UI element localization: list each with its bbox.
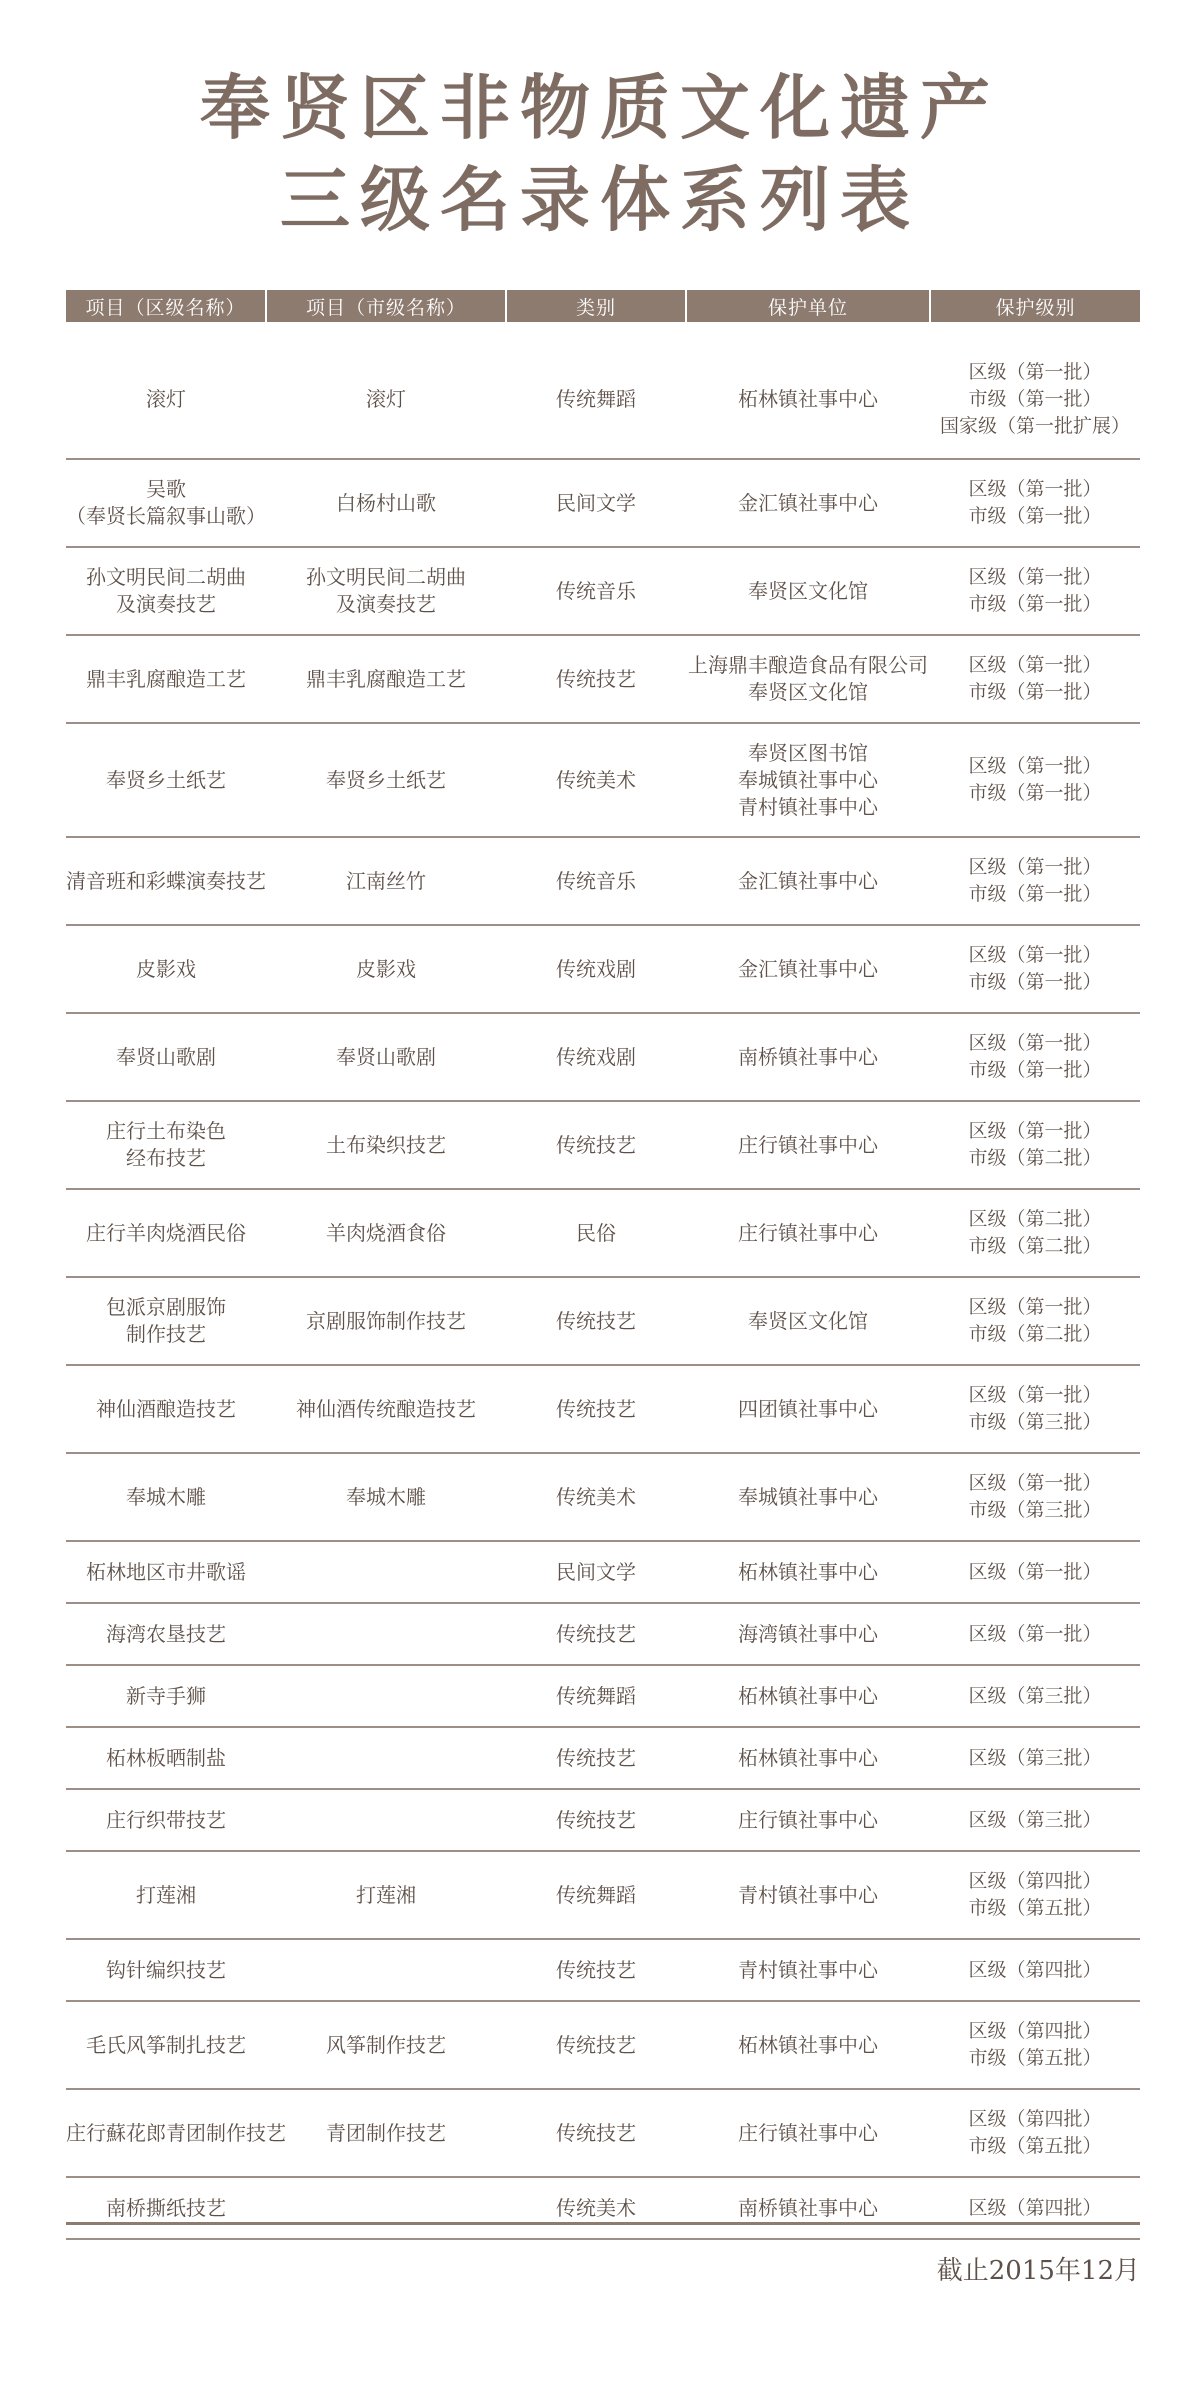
protection-level-cell <box>930 340 1140 459</box>
cell-line: 市级（第三批） <box>968 1499 1102 1521</box>
cell-line: 区级（第四批） <box>968 2196 1102 2219</box>
city-name-cell <box>266 547 506 635</box>
table-row <box>66 837 1140 925</box>
cell-line: 奉城镇社事中心 <box>738 1484 878 1509</box>
table-row <box>66 340 1140 459</box>
cell-line: 青村镇社事中心 <box>738 1957 878 1982</box>
table-row <box>66 1189 1140 1277</box>
cell-line: 柘林板晒制盐 <box>106 1745 226 1770</box>
protection-level-cell <box>930 1277 1140 1365</box>
cell-line: 区级（第一批） <box>968 1622 1102 1645</box>
category-cell: 传统舞蹈 <box>506 1665 686 1727</box>
cell-line: 金汇镇社事中心 <box>738 490 878 515</box>
protection-unit-cell <box>686 925 930 1013</box>
cell-line: 庄行镇社事中心 <box>738 2120 878 2145</box>
category-cell: 民俗 <box>506 1189 686 1277</box>
city-name-cell <box>266 723 506 837</box>
cell-line: 庄行土布染色 <box>106 1119 226 1143</box>
protection-unit-cell <box>686 2177 930 2239</box>
cell-line: 区级（第一批） <box>968 360 1102 383</box>
cell-line: 奉城木雕 <box>346 1484 426 1509</box>
cell-line: 市级（第三批） <box>968 1411 1102 1433</box>
protection-level-cell <box>930 837 1140 925</box>
bottom-rule <box>66 2222 1140 2225</box>
cell-line: 市级（第一批） <box>968 782 1102 804</box>
cell-line: 奉贤区图书馆 <box>748 740 868 765</box>
city-name-cell <box>266 1603 506 1665</box>
cell-line: 南桥镇社事中心 <box>738 2195 878 2220</box>
protection-unit-cell <box>686 1541 930 1603</box>
protection-level-cell <box>930 1101 1140 1189</box>
cell-line: 金汇镇社事中心 <box>738 868 878 893</box>
category-cell: 传统技艺 <box>506 2001 686 2089</box>
header-protection-level: 保护级别 <box>930 290 1140 322</box>
city-name-cell <box>266 1541 506 1603</box>
protection-level-cell <box>930 723 1140 837</box>
cell-line: 海湾镇社事中心 <box>738 1621 878 1646</box>
protection-level-cell <box>930 1727 1140 1789</box>
cell-line: 市级（第一批） <box>968 971 1102 993</box>
cell-line: 奉贤山歌剧 <box>336 1044 436 1069</box>
city-name-cell <box>266 1277 506 1365</box>
protection-level-cell <box>930 1665 1140 1727</box>
page-title <box>0 62 1200 246</box>
category-cell: 传统舞蹈 <box>506 1851 686 1939</box>
cell-line: 区级（第四批） <box>968 1870 1102 1892</box>
title-line-1: 奉贤区非物质文化遗产 <box>200 66 1000 149</box>
as-of-date-note: 截止2015年12月 <box>936 2256 1140 2286</box>
table-row <box>66 1101 1140 1189</box>
header-protection-unit: 保护单位 <box>686 290 930 322</box>
cell-line: 区级（第一批） <box>968 1120 1102 1142</box>
title-line-2: 三级名录体系列表 <box>280 158 920 241</box>
category-cell: 传统戏剧 <box>506 1013 686 1101</box>
table-row <box>66 1365 1140 1453</box>
cell-line: 区级（第一批） <box>968 1472 1102 1494</box>
protection-unit-cell <box>686 1189 930 1277</box>
district-name-cell <box>66 1851 266 1939</box>
cell-line: 区级（第三批） <box>968 1808 1102 1831</box>
cell-line: 风筝制作技艺 <box>326 2032 446 2057</box>
table-row <box>66 1789 1140 1851</box>
cell-line: 市级（第一批） <box>968 593 1102 615</box>
cell-line: 庄行蘇花郎青团制作技艺 <box>66 2120 286 2145</box>
cell-line: 市级（第五批） <box>968 2047 1102 2069</box>
cell-line: 柘林镇社事中心 <box>738 386 878 411</box>
cell-line: 吴歌 <box>146 477 186 501</box>
table-row <box>66 1939 1140 2001</box>
cell-line: 市级（第二批） <box>968 1323 1102 1345</box>
header-city-name: 项目（市级名称） <box>266 290 506 322</box>
district-name-cell <box>66 635 266 723</box>
cell-line: 新寺手狮 <box>126 1683 206 1708</box>
protection-level-cell <box>930 2177 1140 2239</box>
cell-line: 及演奏技艺 <box>336 592 436 616</box>
district-name-cell <box>66 1013 266 1101</box>
city-name-cell <box>266 1665 506 1727</box>
cell-line: 青村镇社事中心 <box>738 1882 878 1907</box>
cell-line: 市级（第一批） <box>968 1059 1102 1081</box>
category-cell: 传统美术 <box>506 1453 686 1541</box>
cell-line: 南桥撕纸技艺 <box>106 2195 226 2220</box>
protection-level-cell <box>930 1453 1140 1541</box>
table-row <box>66 2177 1140 2239</box>
cell-line: 四团镇社事中心 <box>738 1396 878 1421</box>
city-name-cell <box>266 925 506 1013</box>
district-name-cell <box>66 2001 266 2089</box>
cell-line: 区级（第四批） <box>968 2020 1102 2042</box>
cell-line: 区级（第四批） <box>968 1958 1102 1981</box>
cell-line: 区级（第一批） <box>968 1384 1102 1406</box>
protection-unit-cell <box>686 723 930 837</box>
city-name-cell <box>266 1789 506 1851</box>
cell-line: 柘林地区市井歌谣 <box>86 1559 246 1584</box>
heritage-table <box>66 290 1140 2240</box>
cell-line: 孙文明民间二胡曲 <box>86 565 246 589</box>
cell-line: 市级（第一批） <box>968 883 1102 905</box>
protection-level-cell <box>930 459 1140 547</box>
district-name-cell <box>66 1365 266 1453</box>
protection-unit-cell <box>686 837 930 925</box>
category-cell: 传统技艺 <box>506 2089 686 2177</box>
cell-line: 区级（第一批） <box>968 856 1102 878</box>
category-cell: 传统音乐 <box>506 837 686 925</box>
table-row <box>66 459 1140 547</box>
cell-line: 滚灯 <box>366 386 406 411</box>
header-district-name: 项目（区级名称） <box>66 290 266 322</box>
cell-line: 区级（第三批） <box>968 1746 1102 1769</box>
cell-line: 上海鼎丰酿造食品有限公司 <box>688 653 928 677</box>
category-cell: 传统舞蹈 <box>506 340 686 459</box>
category-cell: 传统技艺 <box>506 635 686 723</box>
cell-line: 庄行镇社事中心 <box>738 1132 878 1157</box>
cell-line: 羊肉烧酒食俗 <box>326 1220 446 1245</box>
cell-line: 毛氏风筝制扎技艺 <box>86 2032 246 2057</box>
cell-line: 市级（第五批） <box>968 1897 1102 1919</box>
cell-line: 青团制作技艺 <box>326 2120 446 2145</box>
protection-unit-cell <box>686 1603 930 1665</box>
district-name-cell <box>66 1789 266 1851</box>
protection-level-cell <box>930 1603 1140 1665</box>
district-name-cell <box>66 2089 286 2177</box>
cell-line: 区级（第一批） <box>968 478 1102 500</box>
protection-level-cell <box>930 1365 1140 1453</box>
district-name-cell <box>66 1603 266 1665</box>
category-cell: 传统技艺 <box>506 1365 686 1453</box>
district-name-cell <box>66 837 266 925</box>
cell-line: 打莲湘 <box>356 1882 416 1907</box>
protection-unit-cell <box>686 1453 930 1541</box>
cell-line: 区级（第一批） <box>968 1296 1102 1318</box>
header-category: 类别 <box>506 290 686 322</box>
city-name-cell <box>266 1727 506 1789</box>
cell-line: 奉贤区文化馆 <box>748 680 868 704</box>
cell-line: 区级（第一批） <box>968 566 1102 588</box>
district-name-cell <box>66 547 266 635</box>
cell-line: 鼎丰乳腐酿造工艺 <box>86 666 246 691</box>
cell-line: 庄行镇社事中心 <box>738 1220 878 1245</box>
cell-line: 奉贤乡土纸艺 <box>106 767 226 792</box>
cell-line: 土布染织技艺 <box>326 1132 446 1157</box>
protection-level-cell <box>930 547 1140 635</box>
cell-line: 市级（第一批） <box>968 505 1102 527</box>
city-name-cell <box>266 1851 506 1939</box>
cell-line: 市级（第一批） <box>968 387 1102 410</box>
protection-level-cell <box>930 2001 1140 2089</box>
cell-line: 区级（第一批） <box>968 944 1102 966</box>
category-cell: 民间文学 <box>506 1541 686 1603</box>
cell-line: 奉贤区文化馆 <box>748 578 868 603</box>
cell-line: 神仙酒传统酿造技艺 <box>296 1396 476 1421</box>
city-name-cell <box>266 1365 506 1453</box>
table-row <box>66 1603 1140 1665</box>
district-name-cell <box>66 1189 266 1277</box>
category-cell: 传统美术 <box>506 2177 686 2239</box>
district-name-cell <box>66 340 266 459</box>
cell-line: 神仙酒酿造技艺 <box>96 1396 236 1421</box>
table-header-row <box>66 290 1140 322</box>
city-name-cell <box>266 340 506 459</box>
city-name-cell <box>266 2177 506 2239</box>
protection-level-cell <box>930 1939 1140 2001</box>
cell-line: 柘林镇社事中心 <box>738 2032 878 2057</box>
table-row <box>66 547 1140 635</box>
table-row <box>66 1727 1140 1789</box>
cell-line: 经布技艺 <box>126 1146 206 1170</box>
district-name-cell <box>66 459 266 547</box>
protection-unit-cell <box>686 1101 930 1189</box>
protection-unit-cell <box>686 1939 930 2001</box>
cell-line: 区级（第四批） <box>968 2108 1102 2130</box>
table-row <box>66 723 1140 837</box>
cell-line: 鼎丰乳腐酿造工艺 <box>306 666 466 691</box>
cell-line: 及演奏技艺 <box>116 592 216 616</box>
cell-line: 南桥镇社事中心 <box>738 1044 878 1069</box>
cell-line: 奉贤乡土纸艺 <box>326 767 446 792</box>
protection-level-cell <box>930 925 1140 1013</box>
cell-line: 白杨村山歌 <box>336 490 436 515</box>
protection-unit-cell <box>686 1665 930 1727</box>
protection-unit-cell <box>686 2089 930 2177</box>
cell-line: 市级（第一批） <box>968 681 1102 703</box>
protection-unit-cell <box>686 340 930 459</box>
district-name-cell <box>66 925 266 1013</box>
cell-line: 皮影戏 <box>356 956 416 981</box>
city-name-cell <box>266 1189 506 1277</box>
protection-level-cell <box>930 1189 1140 1277</box>
category-cell: 传统技艺 <box>506 1101 686 1189</box>
city-name-cell <box>266 1013 506 1101</box>
protection-unit-cell <box>686 1277 930 1365</box>
cell-line: 清音班和彩蝶演奏技艺 <box>66 868 266 893</box>
protection-unit-cell <box>686 1789 930 1851</box>
table-row <box>66 2089 1140 2177</box>
table-row <box>66 925 1140 1013</box>
protection-level-cell <box>930 635 1140 723</box>
protection-unit-cell <box>686 1013 930 1101</box>
district-name-cell <box>66 1277 266 1365</box>
district-name-cell <box>66 1939 266 2001</box>
cell-line: 孙文明民间二胡曲 <box>306 565 466 589</box>
cell-line: 皮影戏 <box>136 956 196 981</box>
protection-level-cell <box>930 1851 1140 1939</box>
table-row <box>66 2001 1140 2089</box>
cell-line: 柘林镇社事中心 <box>738 1745 878 1770</box>
district-name-cell <box>66 1665 266 1727</box>
district-name-cell <box>66 1101 266 1189</box>
protection-level-cell <box>930 2089 1140 2177</box>
protection-level-cell <box>930 1789 1140 1851</box>
protection-unit-cell <box>686 1851 930 1939</box>
cell-line: 国家级（第一批扩展） <box>939 414 1130 437</box>
district-name-cell <box>66 1541 266 1603</box>
cell-line: 海湾农垦技艺 <box>106 1621 226 1646</box>
city-name-cell <box>266 1939 506 2001</box>
protection-unit-cell <box>686 635 930 723</box>
category-cell: 传统技艺 <box>506 1727 686 1789</box>
city-name-cell <box>266 2001 506 2089</box>
protection-level-cell <box>930 1541 1140 1603</box>
cell-line: 柘林镇社事中心 <box>738 1683 878 1708</box>
protection-unit-cell <box>686 1727 930 1789</box>
table-row <box>66 1277 1140 1365</box>
cell-line: 奉贤区文化馆 <box>748 1308 868 1333</box>
category-cell: 民间文学 <box>506 459 686 547</box>
cell-line: 市级（第二批） <box>968 1147 1102 1169</box>
district-name-cell <box>66 2177 266 2239</box>
category-cell: 传统美术 <box>506 723 686 837</box>
cell-line: 市级（第二批） <box>968 1235 1102 1257</box>
cell-line: 区级（第一批） <box>968 654 1102 676</box>
protection-unit-cell <box>686 2001 930 2089</box>
cell-line: 滚灯 <box>146 386 186 411</box>
category-cell: 传统技艺 <box>506 1939 686 2001</box>
cell-line: 京剧服饰制作技艺 <box>306 1308 466 1333</box>
cell-line: 区级（第二批） <box>968 1208 1102 1230</box>
cell-line: 奉贤山歌剧 <box>116 1044 216 1069</box>
cell-line: 江南丝竹 <box>346 868 426 893</box>
table-row <box>66 1851 1140 1939</box>
district-name-cell <box>66 1453 266 1541</box>
cell-line: 区级（第三批） <box>968 1684 1102 1707</box>
table-row <box>66 635 1140 723</box>
category-cell: 传统戏剧 <box>506 925 686 1013</box>
city-name-cell <box>266 1453 506 1541</box>
cell-line: 包派京剧服饰 <box>106 1295 226 1319</box>
cell-line: 庄行镇社事中心 <box>738 1807 878 1832</box>
protection-unit-cell <box>686 459 930 547</box>
cell-line: 奉城镇社事中心 <box>738 767 878 792</box>
protection-level-cell <box>930 1013 1140 1101</box>
category-cell: 传统技艺 <box>506 1603 686 1665</box>
cell-line: 金汇镇社事中心 <box>738 956 878 981</box>
city-name-cell <box>266 2089 506 2177</box>
table-row <box>66 1013 1140 1101</box>
cell-line: 区级（第一批） <box>968 1032 1102 1054</box>
cell-line: 庄行织带技艺 <box>106 1807 226 1832</box>
city-name-cell <box>266 1101 506 1189</box>
cell-line: 区级（第一批） <box>968 755 1102 777</box>
district-name-cell <box>66 723 266 837</box>
table-row <box>66 1541 1140 1603</box>
category-cell: 传统技艺 <box>506 1277 686 1365</box>
table-body <box>66 322 1140 2239</box>
cell-line: 区级（第一批） <box>968 1560 1102 1583</box>
cell-line: 庄行羊肉烧酒民俗 <box>86 1220 246 1245</box>
category-cell: 传统音乐 <box>506 547 686 635</box>
cell-line: （奉贤长篇叙事山歌） <box>66 504 266 528</box>
city-name-cell <box>266 459 506 547</box>
cell-line: 打莲湘 <box>136 1882 196 1907</box>
protection-unit-cell <box>686 547 930 635</box>
table-row <box>66 1453 1140 1541</box>
cell-line: 钩针编织技艺 <box>106 1957 226 1982</box>
protection-unit-cell <box>686 1365 930 1453</box>
cell-line: 市级（第五批） <box>968 2135 1102 2157</box>
cell-line: 青村镇社事中心 <box>738 794 878 819</box>
district-name-cell <box>66 1727 266 1789</box>
category-cell: 传统技艺 <box>506 1789 686 1851</box>
table-row <box>66 1665 1140 1727</box>
city-name-cell <box>266 635 506 723</box>
cell-line: 制作技艺 <box>126 1322 206 1346</box>
city-name-cell <box>266 837 506 925</box>
cell-line: 柘林镇社事中心 <box>738 1559 878 1584</box>
cell-line: 奉城木雕 <box>126 1484 206 1509</box>
